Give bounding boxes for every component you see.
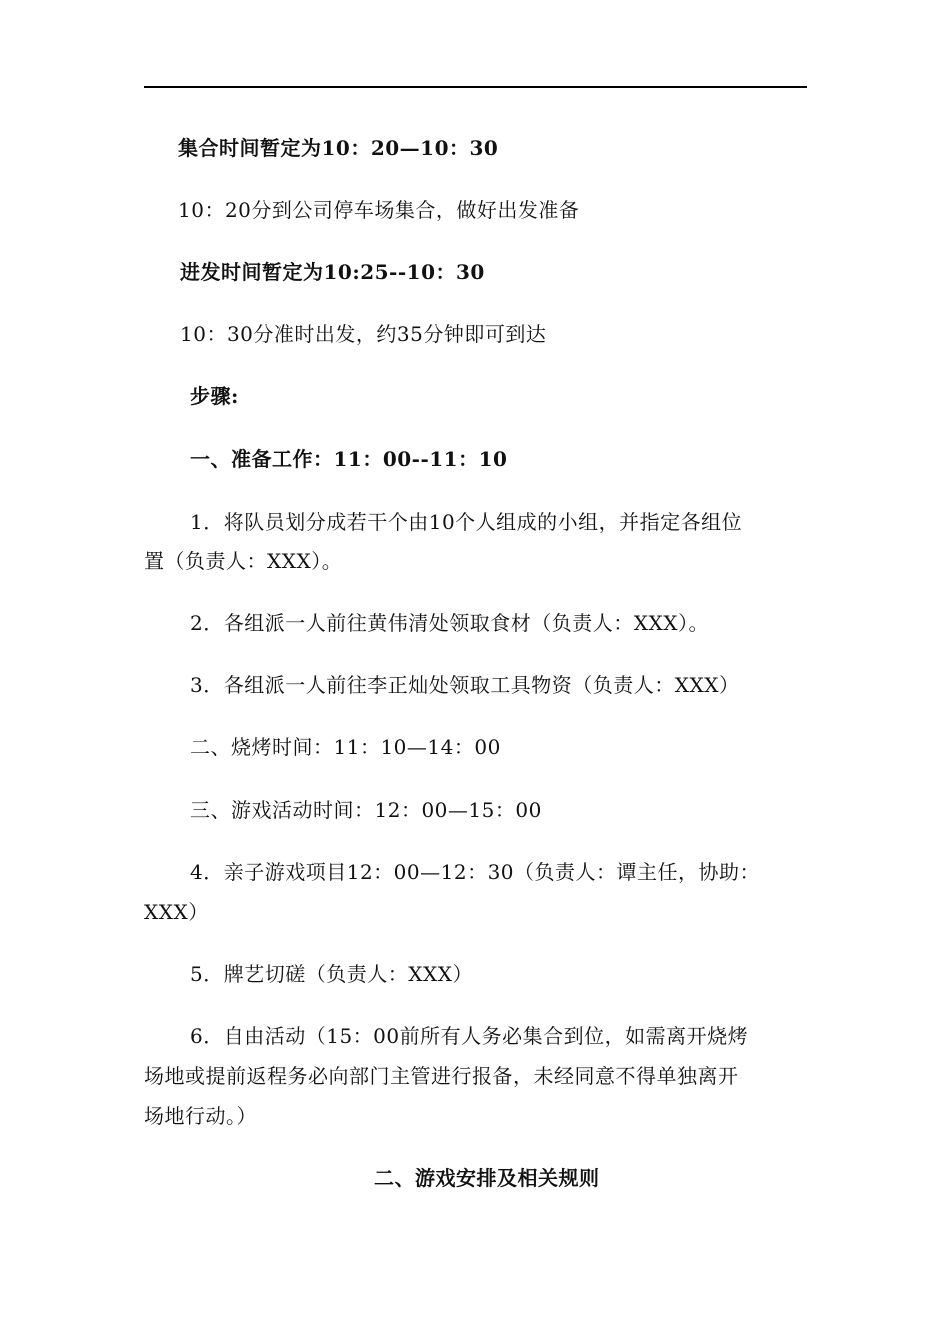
game-time-line: 三、游戏活动时间：12：00—15：00 — [190, 798, 542, 822]
steps-heading: 步骤: — [190, 384, 239, 408]
step-4-line-1: 4．亲子游戏项目12：00—12：30（负责人：谭主任，协助： — [190, 860, 761, 884]
section-heading: 二、游戏安排及相关规则 — [374, 1166, 600, 1190]
departure-detail-line: 10：30分准时出发，约35分钟即可到达 — [180, 322, 547, 346]
assembly-detail-line: 10：20分到公司停车场集合，做好出发准备 — [178, 198, 580, 222]
bbq-time-line: 二、烧烤时间：11：10—14：00 — [190, 735, 501, 759]
step-2-line: 2．各组派一人前往黄伟清处领取食材（负责人：XXX）。 — [190, 611, 709, 635]
departure-time-line: 进发时间暂定为10:25--10：30 — [180, 260, 485, 284]
assembly-time-line: 集合时间暂定为10：20—10：30 — [178, 136, 499, 160]
step-1-line-1: 1．将队员划分成若干个由10个人组成的小组，并指定各组位 — [190, 510, 743, 534]
step-6-line-2: 场地或提前返程务必向部门主管进行报备，未经同意不得单独离开 — [144, 1064, 739, 1088]
step-4-line-2: XXX） — [144, 900, 209, 924]
preparation-heading: 一、准备工作：11：00--11：10 — [190, 447, 508, 471]
step-6-line-3: 场地行动。） — [144, 1104, 257, 1128]
step-3-line: 3．各组派一人前往李正灿处领取工具物资（负责人：XXX） — [190, 673, 740, 697]
step-1-line-2: 置（负责人：XXX）。 — [144, 549, 343, 573]
step-6-line-1: 6．自由活动（15：00前所有人务必集合到位，如需离开烧烤 — [190, 1024, 749, 1048]
step-5-line: 5．牌艺切磋（负责人：XXX） — [190, 962, 473, 986]
header-rule — [144, 86, 807, 88]
